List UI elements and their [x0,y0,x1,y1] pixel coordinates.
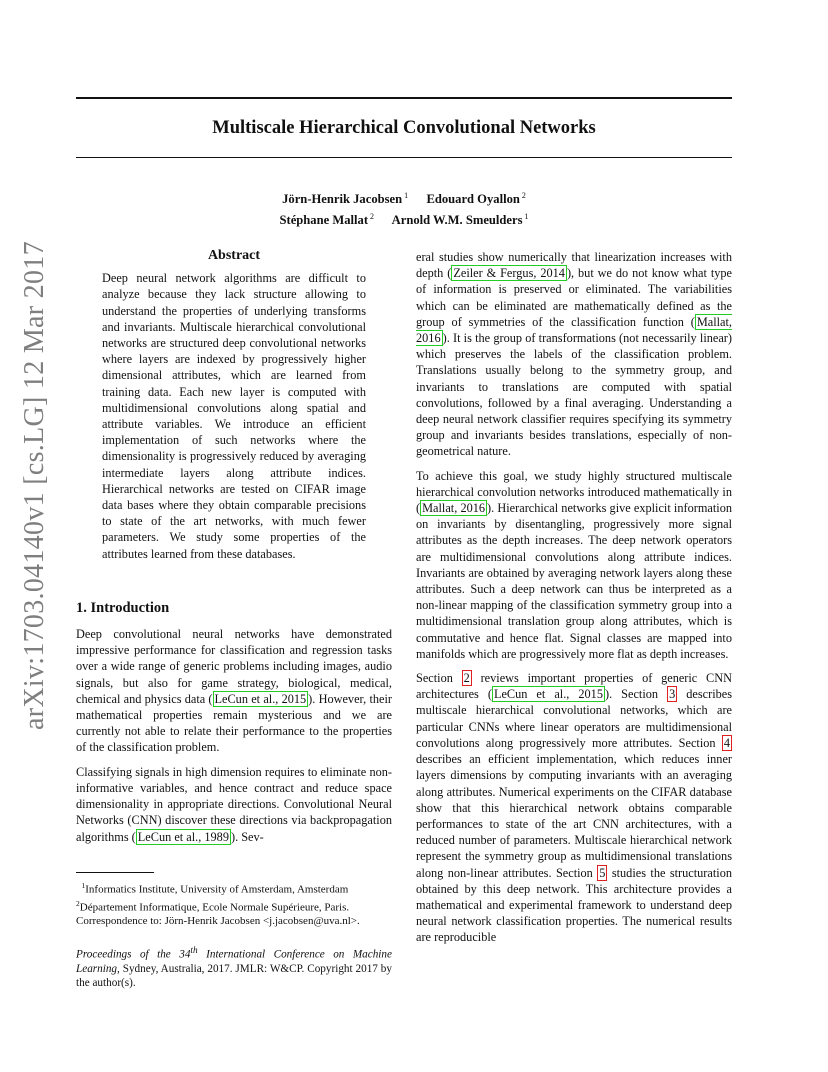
author-name: Jörn-Henrik Jacobsen [282,192,403,206]
paragraph: Deep convolutional neural networks have demonstrated impressive performance for classification and regression tasks over a wide range of generic problems including images, audio signals, but also for game strategy, biological, medical, chemical and physics data ( LeCun et al., 2015 ). However, their mathematical properties remain mysterious and we are currently not able to relate their performance to the properties of the classification problem. [76,627,392,755]
author-name: Stéphane Mallat [279,213,369,227]
citation-link[interactable]: Mallat, 2016 [422,501,486,516]
left-column [76,248,392,853]
paragraph: To achieve this goal, we study highly structured multiscale hierarchical convolution networks introduced mathematically in ( Mallat, 2016 ). Hierarchical networks give explicit information on invariants by disentangling, progressively more signal attributes as the depth increases. The deep network operators are multidimensional convolutions along attribute indices. Invariants are obtained by averaging network layers along these attributes. Such a deep network can thus be interpreted as a non-linear mapping of the classification symmetry group into a multidimensional translation group along attributes, which is commutative and hence flat. Signal classes are mapped into manifolds which are progressively more flat as depth increases. [416,468,732,661]
abstract-text: Deep neural network algorithms are difficult to analyze because they lack structure allowing to understand the properties of underlying transforms and invariants. Multiscale hierarchical convolutional networks are structured deep convolutional networks where layers are indexed by progressively higher dimensional attributes, which are learned from training data. Each new layer is computed with multidimensional convolutions along spatial and attribute variables. We introduce an efficient implementation of such networks where the dimensionality is progressively reduced by averaging intermediate layers along attribute indices. Hierarchical networks are tested on CIFAR image data bases where they obtain comparable precisions to state of the art networks, with much fewer parameters. We study some properties of the attributes learned from these databases. [102,271,366,561]
title-bottom-rule [76,157,732,158]
correspondence: Correspondence to: Jörn-Henrik Jacobsen <j.jacobsen@uva.nl>. [76,915,360,928]
author-name: Arnold W.M. Smeulders [391,213,523,227]
affiliation-mark: 1 [524,212,529,221]
paper-title: Multiscale Hierarchical Convolutional Networks [212,118,596,138]
citation-link[interactable]: Mallat, 2016 [416,314,732,346]
citation-link[interactable]: Zeiler & Fergus, 2014 [453,266,565,281]
affiliation-mark: 1 [404,191,409,200]
footnote-affiliation-2: $^2$Département Informatique, Ecole Normale Supérieure, Paris. [76,898,350,914]
affiliation-mark: 2 [370,212,375,221]
section-ref-link[interactable]: 2 [463,671,470,686]
footnote-affiliation-1: $^1$Informatics Institute, University of Amsterdam, Amsterdam [81,881,349,896]
affiliation-mark: 2 [521,191,526,200]
section-ref-link[interactable]: 3 [669,687,676,702]
footnotes [76,872,392,990]
citation-link[interactable]: LeCun et al., 2015 [214,691,307,706]
arxiv-identifier: arXiv:1703.04140v1 [cs.LG] 12 Mar 2017 [19,241,50,730]
citation-link[interactable]: LeCun et al., 2015 [493,687,603,702]
paragraph: eral studies show numerically that linearization increases with depth ( Zeiler & Fergus, 2014 ), but we do not know what type of information is preserved or eliminated. The variabilities which can be eliminated are mathematically defined as the group of symmetries of the classification function ( Mallat, 2016 ). It is the group of transformations (not necessarily linear) which preserves the labels of the classification problem. Translations usually belong to the symmetry group, and invariants to translations are computed with spatial convolutions, followed by a final averaging. Understanding a deep neural network classifier requires specifying its symmetry group and invariants besides translations, especially of non-geometrical nature. [416,250,732,459]
section-ref-link[interactable]: 5 [599,865,606,880]
right-column [416,249,732,954]
paragraph: Section 2 reviews important properties of generic CNN architectures ( LeCun et al., 2015 ). Section 3 describes multiscale hierarchical convolutional networks, which are particular CNNs where linear operators are multidimensional convolutions along progressively more attributes. Section 4 describes an efficient implementation, which reduces inner layers dimensions by computing invariants with an averaging along attributes. Numerical experiments on the CIFAR database show that this hierarchical network obtains comparable performances to state of the art CNN architectures, with a reduced number of parameters. Multiscale hierarchical network represent the symmetry group as multidimensional translations along non-linear attributes. Section 5 studies the structuration obtained by this deep network. This architecture provides a mathematical and experimental framework to understand deep neural network classification properties. The numerical results are reproducible [416,671,733,945]
section-heading-introduction: 1. Introduction [76,599,170,616]
abstract-heading: Abstract [207,248,261,263]
proceedings-note: Proceedings of the 34th International Conference on Machine Learning, Sydney, Australia, 2017. JMLR: W&CP. Copyright 2017 by the author(s). [76,946,392,990]
citation-link[interactable]: LeCun et al., 1989 [137,829,229,844]
paragraph: Classifying signals in high dimension requires to eliminate non-informative variables, and hence contract and reduce space dimensionality in appropriate directions. Convolutional Neural Networks (CNN) discover these directions via backpropagation algorithms ( LeCun et al., 1989 ). Sev- [76,764,392,844]
author-block [76,187,732,229]
top-rule [76,97,732,99]
author-name: Edouard Oyallon [426,192,520,206]
section-ref-link[interactable]: 4 [723,735,730,750]
footnote-rule [76,872,154,873]
